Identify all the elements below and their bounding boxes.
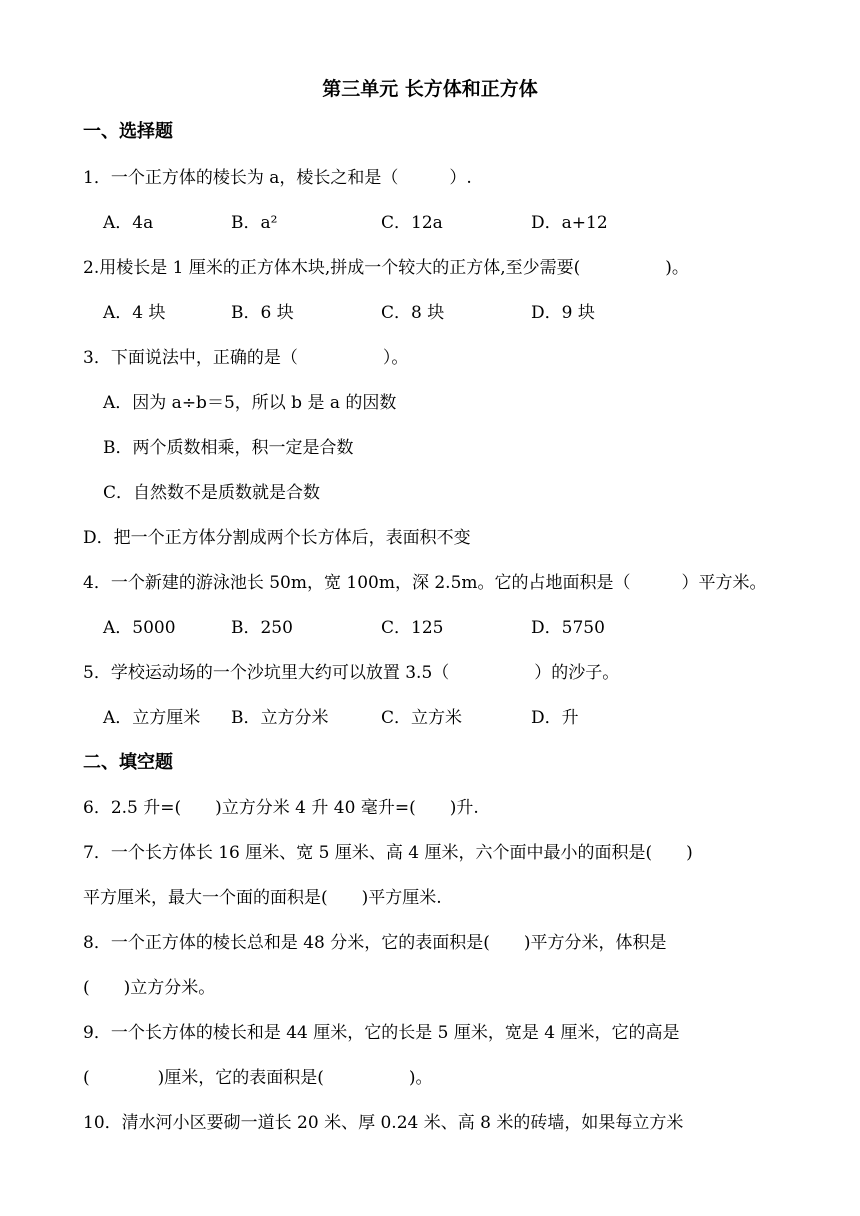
option-c: C．8 块 bbox=[381, 303, 445, 323]
question-10-line-1: 10．清水河小区要砌一道长 20 米、厚 0.24 米、高 8 米的砖墙，如果每立方米 bbox=[83, 1113, 684, 1133]
question-6: 6．2.5 升=( )立方分米 4 升 40 毫升=( )升. bbox=[83, 798, 479, 818]
question-1: 1．一个正方体的棱长为 a，棱长之和是（ ）. bbox=[83, 168, 472, 188]
question-4: 4．一个新建的游泳池长 50m，宽 100m，深 2.5m。它的占地面积是（ ）平方米。 bbox=[83, 573, 767, 593]
option-b: B．a² bbox=[231, 213, 278, 233]
question-9-line-1: 9．一个长方体的棱长和是 44 厘米，它的长是 5 厘米，宽是 4 厘米，它的高是 bbox=[83, 1023, 680, 1043]
question-5: 5．学校运动场的一个沙坑里大约可以放置 3.5（ ）的沙子。 bbox=[83, 663, 620, 683]
option-a: A．5000 bbox=[103, 618, 176, 638]
option-a: A．因为 a÷b＝5，所以 b 是 a 的因数 bbox=[103, 393, 397, 413]
option-d: D．升 bbox=[531, 708, 579, 728]
option-a: A．4a bbox=[103, 213, 154, 233]
option-c: C．自然数不是质数就是合数 bbox=[103, 483, 321, 503]
section-heading-fill: 二、填空题 bbox=[83, 752, 173, 773]
question-3: 3．下面说法中，正确的是（ ）。 bbox=[83, 348, 409, 368]
option-d: D．把一个正方体分割成两个长方体后，表面积不变 bbox=[83, 528, 471, 548]
page-title: 第三单元 长方体和正方体 bbox=[322, 78, 538, 100]
option-b: B．立方分米 bbox=[231, 708, 329, 728]
option-c: C．立方米 bbox=[381, 708, 463, 728]
option-b: B．两个质数相乘，积一定是合数 bbox=[103, 438, 354, 458]
question-7-line-1: 7．一个长方体长 16 厘米、宽 5 厘米、高 4 厘米，六个面中最小的面积是( ) bbox=[83, 843, 693, 863]
option-d: D．a+12 bbox=[531, 213, 608, 233]
question-8-line-1: 8．一个正方体的棱长总和是 48 分米，它的表面积是( )平方分米，体积是 bbox=[83, 933, 667, 953]
question-2: 2.用棱长是 1 厘米的正方体木块,拼成一个较大的正方体,至少需要( )。 bbox=[83, 258, 689, 278]
section-heading-choice: 一、选择题 bbox=[83, 121, 173, 142]
option-a: A．立方厘米 bbox=[103, 708, 201, 728]
option-b: B．250 bbox=[231, 618, 293, 638]
option-b: B．6 块 bbox=[231, 303, 294, 323]
option-c: C．125 bbox=[381, 618, 444, 638]
question-9-line-2: ( )厘米，它的表面积是( )。 bbox=[83, 1068, 433, 1088]
option-c: C．12a bbox=[381, 213, 443, 233]
option-d: D．5750 bbox=[531, 618, 605, 638]
question-8-line-2: ( )立方分米。 bbox=[83, 978, 216, 998]
option-a: A．4 块 bbox=[103, 303, 166, 323]
question-7-line-2: 平方厘米，最大一个面的面积是( )平方厘米. bbox=[83, 888, 442, 908]
option-d: D．9 块 bbox=[531, 303, 595, 323]
